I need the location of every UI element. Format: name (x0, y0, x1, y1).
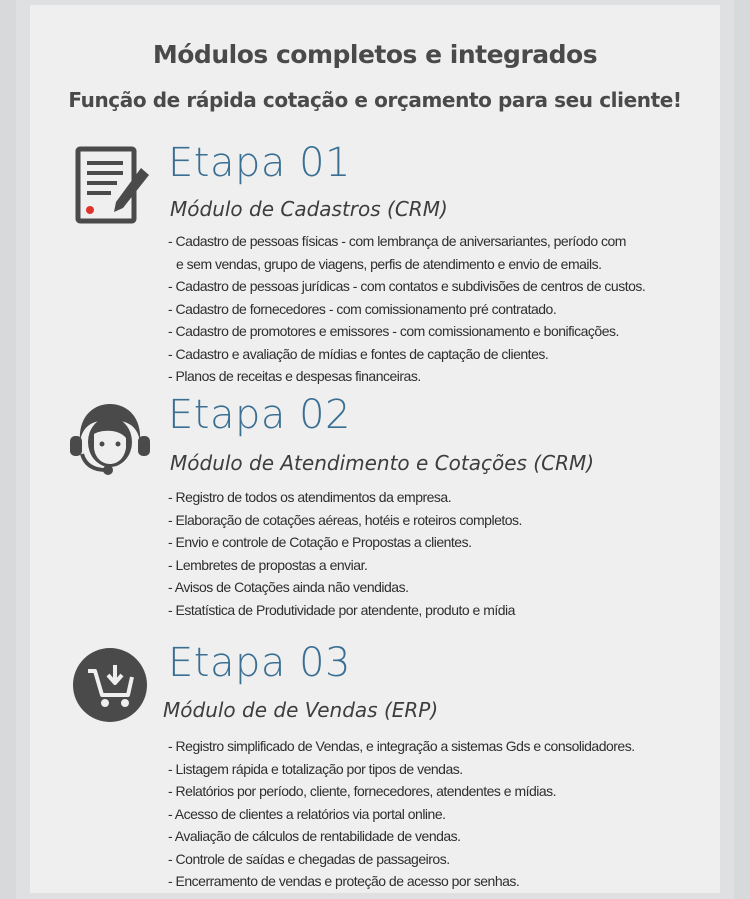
list-item: - Cadastro de pessoas físicas - com lembrança de aniversariantes, período com (168, 233, 626, 249)
list-item: - Listagem rápida e totalização por tipos de vendas. (168, 760, 463, 777)
step-title-3: Etapa 03 (168, 640, 351, 686)
list-item: - Acesso de clientes a relatórios via portal online. (168, 805, 446, 822)
list-item: - Lembretes de propostas a enviar. (168, 556, 368, 573)
module-title-3: Módulo de de Vendas (ERP) (163, 698, 439, 722)
step-title-1: Etapa 01 (168, 140, 351, 186)
list-item: - Cadastro de fornecedores - com comissionamento pré contratado. (168, 300, 557, 317)
module-title-1: Módulo de Cadastros (CRM) (170, 197, 448, 221)
list-item: - Controle de saídas e chegadas de passageiros. (168, 850, 450, 867)
list-item: - Encerramento de vendas e proteção de acesso por senhas. (168, 873, 520, 889)
right-edge (734, 0, 750, 899)
step-title-2: Etapa 02 (168, 392, 351, 438)
headset-agent-icon (68, 398, 152, 478)
list-item: - Elaboração de cotações aéreas, hotéis e roteiros completos. (168, 511, 522, 528)
list-item: - Registro de todos os atendimentos da empresa. (168, 489, 452, 505)
shopping-cart-icon (72, 647, 148, 723)
form-edit-icon (75, 146, 153, 226)
list-item: - Avisos de Cotações ainda não vendidas. (168, 579, 409, 595)
list-item: - Avaliação de cálculos de rentabilidade de vendas. (168, 828, 461, 844)
list-item: - Cadastro e avaliação de mídias e fontes de captação de clientes. (168, 345, 549, 362)
page-subtitle: Função de rápida cotação e orçamento para seu cliente! (68, 88, 682, 112)
list-item: - Cadastro de pessoas jurídicas - com contatos e subdivisões de centros de custos. (168, 278, 646, 294)
list-item: - Envio e controle de Cotação e Propostas a clientes. (168, 534, 472, 550)
step-2-list (168, 486, 522, 621)
list-item: - Relatórios por período, cliente, fornecedores, atendentes e mídias. (168, 783, 557, 799)
list-item: - Registro simplificado de Vendas, e integração a sistemas Gds e consolidadores. (168, 738, 635, 754)
step-3-list (168, 735, 635, 893)
list-item: e sem vendas, grupo de viagens, perfis de atendimento e envio de emails. (176, 255, 602, 272)
left-edge (0, 0, 16, 899)
list-item: - Cadastro de promotores e emissores - com comissionamento e bonificações. (168, 323, 619, 339)
module-title-2: Módulo de Atendimento e Cotações (CRM) (170, 451, 595, 475)
page-title: Módulos completos e integrados (152, 40, 598, 69)
list-item: - Planos de receitas e despesas financeiras. (168, 368, 421, 384)
list-item: - Estatística de Produtividade por atendente, produto e mídia (168, 601, 515, 618)
step-1-list (168, 230, 645, 388)
